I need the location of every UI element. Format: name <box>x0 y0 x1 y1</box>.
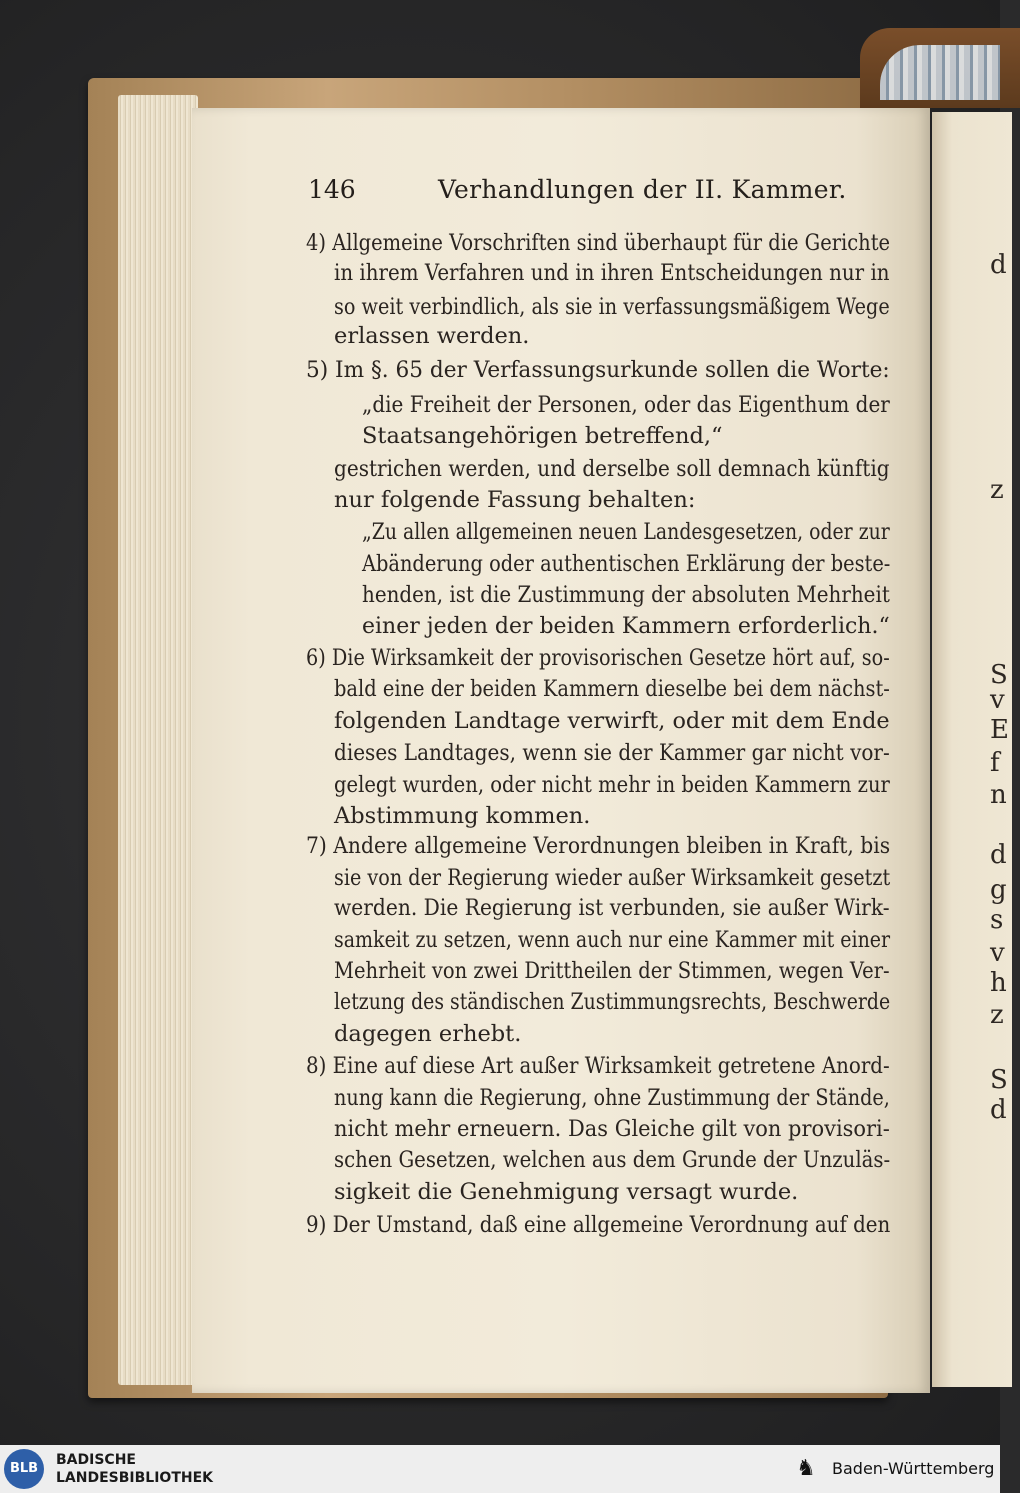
text-line: dagegen erhebt. <box>334 1021 522 1047</box>
state-name[interactable]: Baden-Württemberg <box>832 1459 995 1478</box>
footer-bar <box>0 1445 1000 1493</box>
facing-page-glyph: s <box>990 905 1004 935</box>
text-line: bald eine der beiden Kammern dieselbe bei dem nächst- <box>334 676 890 702</box>
facing-page-glyph: h <box>990 968 1007 998</box>
text-line: nung kann die Regierung, ohne Zustimmung der Stände, <box>334 1085 890 1111</box>
facing-page-glyph: n <box>990 780 1007 810</box>
library-name-line1: BADISCHE <box>56 1452 136 1468</box>
text-line: gestrichen werden, und derselbe soll demnach künftig <box>334 456 890 482</box>
facing-page-glyph: E <box>990 715 1009 745</box>
facing-page-glyph: f <box>990 748 1000 778</box>
facing-page-glyph: S <box>990 660 1008 690</box>
text-line: werden. Die Regierung ist verbunden, sie außer Wirk- <box>334 895 890 921</box>
facing-page-edge <box>932 112 1012 1387</box>
facing-page-glyph: v <box>990 685 1005 715</box>
page-header <box>308 175 888 215</box>
facing-page-glyph: z <box>990 1000 1004 1030</box>
facing-page-glyph: d <box>990 840 1007 870</box>
page-number: 146 <box>308 175 356 204</box>
text-line: Abstimmung kommen. <box>334 803 591 829</box>
text-line: letzung des ständischen Zustimmungsrechts, Beschwerde <box>334 989 891 1015</box>
baden-wuerttemberg-crest-icon[interactable]: ♞ <box>796 1456 816 1481</box>
library-name[interactable] <box>56 1451 213 1487</box>
text-line: 6) Die Wirksamkeit der provisorischen Gesetze hört auf, so- <box>306 645 890 671</box>
facing-page-glyph: g <box>990 875 1007 905</box>
page-edges <box>118 95 198 1385</box>
text-line: „die Freiheit der Personen, oder das Eigenthum der <box>362 392 890 418</box>
text-line: sie von der Regierung wieder außer Wirksamkeit gesetzt <box>334 865 891 891</box>
text-line: 4) Allgemeine Vorschriften sind überhaupt für die Gerichte <box>306 230 891 256</box>
text-line: in ihrem Verfahren und in ihren Entscheidungen nur in <box>334 260 890 286</box>
text-line: 9) Der Umstand, daß eine allgemeine Verordnung auf den <box>306 1212 891 1238</box>
text-line: gelegt wurden, oder nicht mehr in beiden Kammern zur <box>334 772 890 798</box>
text-line: Abänderung oder authentischen Erklärung der beste- <box>362 551 891 577</box>
text-line: henden, ist die Zustimmung der absoluten Mehrheit <box>362 582 890 608</box>
running-head: Verhandlungen der II. Kammer. <box>438 175 847 204</box>
text-line: 5) Im §. 65 der Verfassungsurkunde sollen die Worte: <box>306 357 890 383</box>
headband <box>880 45 1000 100</box>
facing-page-glyph: d <box>990 250 1007 280</box>
text-line: 8) Eine auf diese Art außer Wirksamkeit getretene Anord- <box>306 1053 890 1079</box>
text-line: folgenden Landtage verwirft, oder mit dem Ende <box>334 708 890 734</box>
facing-page-glyph: d <box>990 1095 1007 1125</box>
text-line: so weit verbindlich, als sie in verfassungsmäßigem Wege <box>334 294 890 320</box>
text-line: sigkeit die Genehmigung versagt wurde. <box>334 1179 799 1205</box>
text-line: „Zu allen allgemeinen neuen Landesgesetzen, oder zur <box>362 519 890 545</box>
text-line: Staatsangehörigen betreffend,“ <box>362 423 723 449</box>
text-line: 7) Andere allgemeine Verordnungen bleiben in Kraft, bis <box>306 833 891 859</box>
library-name-line2: LANDESBIBLIOTHEK <box>56 1470 214 1486</box>
text-line: nicht mehr erneuern. Das Gleiche gilt von provisori- <box>334 1116 890 1142</box>
text-line: schen Gesetzen, welchen aus dem Grunde der Unzuläs- <box>334 1147 891 1173</box>
facing-page-glyph: S <box>990 1065 1008 1095</box>
facing-page-glyph: v <box>990 938 1005 968</box>
text-line: samkeit zu setzen, wenn auch nur eine Kammer mit einer <box>334 927 891 953</box>
text-line: erlassen werden. <box>334 323 530 349</box>
blb-logo[interactable]: BLB <box>4 1449 44 1489</box>
facing-page-glyph: z <box>990 475 1004 505</box>
text-line: einer jeden der beiden Kammern erforderlich.“ <box>362 613 890 639</box>
text-line: nur folgende Fassung behalten: <box>334 487 696 513</box>
text-line: Mehrheit von zwei Drittheilen der Stimmen, wegen Ver- <box>334 958 890 984</box>
text-line: dieses Landtages, wenn sie der Kammer gar nicht vor- <box>334 740 890 766</box>
